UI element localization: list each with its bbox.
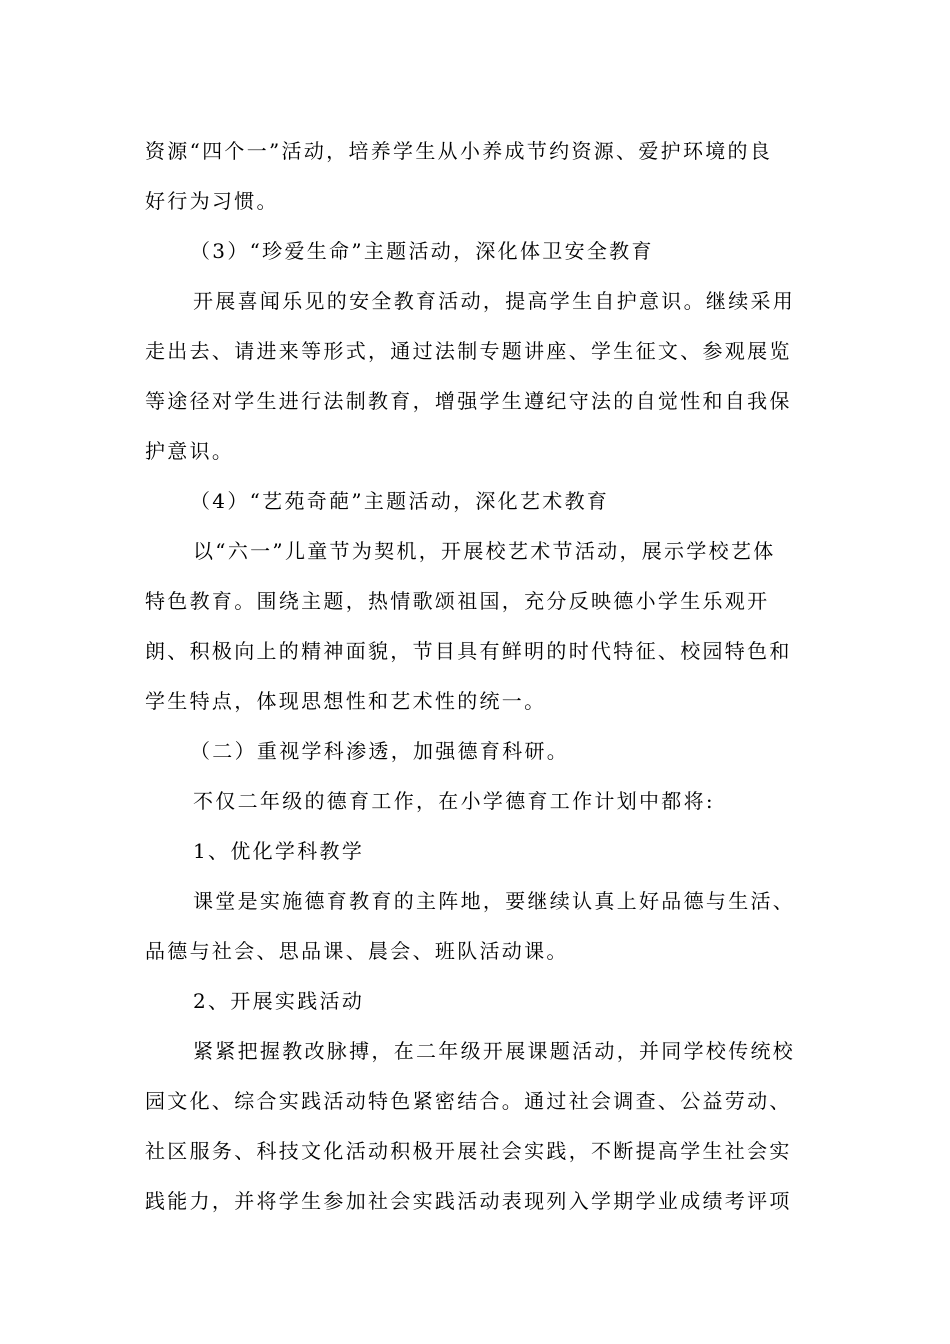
body-text-line: 社区服务、科技文化活动积极开展社会实践，不断提高学生社会实 [145,1139,792,1163]
body-text-line: 好行为习惯。 [145,189,279,213]
body-text-line: 课堂是实施德育教育的主阵地，要继续认真上好品德与生活、 [193,889,796,913]
body-text-line: 护意识。 [145,439,235,463]
body-text-line: 等途径对学生进行法制教育，增强学生遵纪守法的自觉性和自我保 [145,389,792,413]
body-text-line: 学生特点，体现思想性和艺术性的统一。 [145,689,547,713]
section-heading: （4）“艺苑奇葩”主题活动，深化艺术教育 [190,489,610,513]
body-text-line: 资源“四个一”活动，培养学生从小养成节约资源、爱护环境的良 [145,139,773,163]
body-text-line: 特色教育。围绕主题，热情歌颂祖国，充分反映德小学生乐观开 [145,589,770,613]
body-text-line: 不仅二年级的德育工作，在小学德育工作计划中都将: [193,789,715,813]
body-text-line: 走出去、请进来等形式，通过法制专题讲座、学生征文、参观展览 [145,339,792,363]
body-text-line: 朗、积极向上的精神面貌，节目具有鲜明的时代特征、校园特色和 [145,639,792,663]
subsection-heading: 2、开展实践活动 [193,989,365,1013]
subsection-heading: 1、优化学科教学 [193,839,365,863]
body-text-line: 以“六一”儿童节为契机，开展校艺术节活动，展示学校艺体 [193,539,776,563]
body-text-line: 开展喜闻乐见的安全教育活动，提高学生自护意识。继续采用 [193,289,796,313]
body-text-line: 园文化、综合实践活动特色紧密结合。通过社会调查、公益劳动、 [145,1089,792,1113]
section-heading: （3）“珍爱生命”主题活动，深化体卫安全教育 [190,239,654,263]
body-text-line: 紧紧把握教改脉搏，在二年级开展课题活动，并同学校传统校 [193,1039,796,1063]
body-text-line: 践能力，并将学生参加社会实践活动表现列入学期学业成绩考评项 [145,1189,792,1213]
section-heading: （二）重视学科渗透，加强德育科研。 [190,739,570,763]
body-text-line: 品德与社会、思品课、晨会、班队活动课。 [145,939,569,963]
